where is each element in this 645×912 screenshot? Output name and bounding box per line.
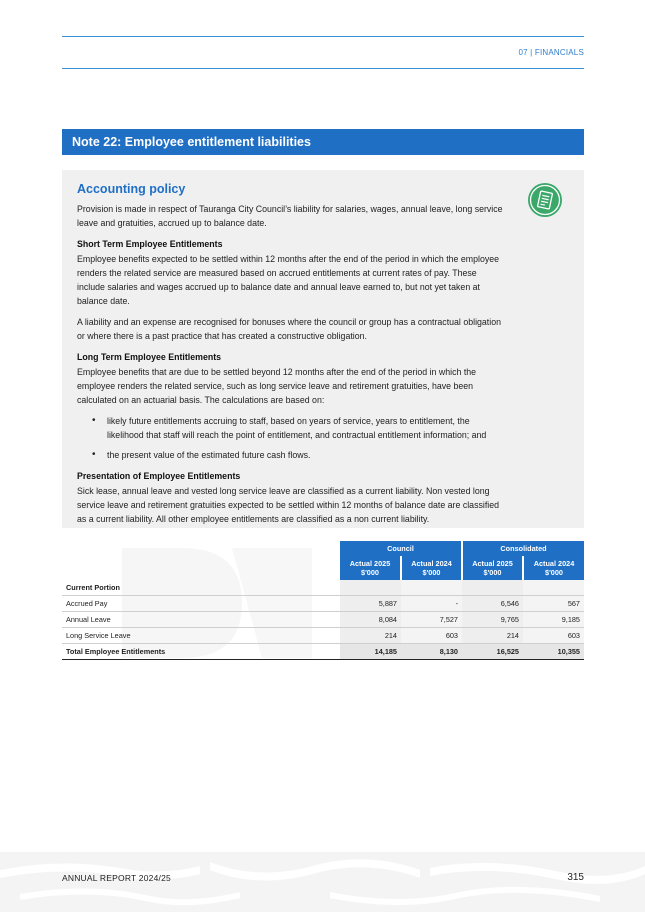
- table-row: [62, 628, 584, 644]
- header-rule-bottom: [62, 68, 584, 69]
- column-header: Actual 2025 $'000: [340, 556, 401, 580]
- total-cell: 14,185: [340, 644, 401, 660]
- total-cell: 10,355: [523, 644, 584, 660]
- cell: 9,185: [523, 612, 584, 628]
- cell: 214: [462, 628, 523, 644]
- cell: 567: [523, 596, 584, 612]
- bullet-item: • the present value of the estimated future cash flows.: [107, 448, 504, 462]
- section-label: Current Portion: [62, 580, 340, 596]
- cell: 603: [523, 628, 584, 644]
- section-label: 07 | FINANCIALS: [518, 48, 584, 57]
- empty-header-cell: [62, 556, 340, 580]
- cell: [401, 580, 462, 596]
- note-title: Note 22: Employee entitlement liabilities: [72, 135, 311, 149]
- cell: -: [401, 596, 462, 612]
- report-name: ANNUAL REPORT 2024/25: [62, 873, 171, 883]
- presentation-paragraph: Sick lease, annual leave and vested long service leave are classified as a current liability. Non vested long service leave and retirement gratuities expected to be settled within 12 months of balance date are classified as a current liability. All other employee entitlements are classified as a non current liability.: [77, 486, 500, 524]
- total-cell: 16,525: [462, 644, 523, 660]
- cell: 214: [340, 628, 401, 644]
- row-label: Long Service Leave: [62, 628, 340, 644]
- total-row: [62, 644, 584, 660]
- column-header: Actual 2024 $'000: [401, 556, 462, 580]
- table-row: [62, 612, 584, 628]
- page-number: 315: [567, 872, 584, 883]
- table-row: [62, 596, 584, 612]
- row-label: Annual Leave: [62, 612, 340, 628]
- note-title-bar: [62, 129, 584, 155]
- short-term-heading: Short Term Employee Entitlements: [77, 239, 223, 249]
- column-header-row: [62, 556, 584, 580]
- total-label: Total Employee Entitlements: [62, 644, 340, 660]
- accounting-policy-panel: [62, 170, 584, 528]
- cell: [462, 580, 523, 596]
- header-rule-top: [62, 36, 584, 37]
- column-header: Actual 2025 $'000: [462, 556, 523, 580]
- group-header-row: [62, 541, 584, 556]
- section-row: [62, 580, 584, 596]
- long-term-bullets: [77, 414, 504, 462]
- group-council: Council: [340, 541, 462, 556]
- cell: 5,887: [340, 596, 401, 612]
- cell: 8,084: [340, 612, 401, 628]
- row-label: Accrued Pay: [62, 596, 340, 612]
- short-term-paragraph-2: A liability and an expense are recognised for bonuses where the council or group has a contractual obligation or where there is a past practice that has created a constructive obligation.: [77, 317, 501, 341]
- cell: [523, 580, 584, 596]
- long-term-heading: Long Term Employee Entitlements: [77, 352, 222, 362]
- long-term-paragraph-1: Employee benefits that are due to be settled beyond 12 months after the end of the period in which the employee renders the related service, such as long service leave and retirement gratuities, have been calculated on an actuarial basis. The calculations are based on:: [77, 367, 477, 405]
- column-header: Actual 2024 $'000: [523, 556, 584, 580]
- employee-entitlements-table: [62, 541, 584, 660]
- presentation-heading: Presentation of Employee Entitlements: [77, 471, 241, 481]
- cell: 603: [401, 628, 462, 644]
- short-term-paragraph-1: Employee benefits expected to be settled within 12 months after the end of the period in which the employee renders the related service are measured based on accrued entitlements at current rates of pay. These include salaries and wages accrued up to balance date and annual leave earned to, but not yet taken at balance date.: [77, 254, 500, 306]
- document-list-icon: [528, 183, 562, 217]
- cell: 9,765: [462, 612, 523, 628]
- policy-intro: Provision is made in respect of Tauranga City Council’s liability for salaries, wages, annual leave, long service leave and gratuities, accrued up to balance date.: [77, 204, 503, 228]
- bullet-item: • likely future entitlements accruing to staff, based on years of service, years to entitlement, the likelihood that staff will reach the point of entitlement, and contractual entitlement information; and: [107, 414, 504, 442]
- group-consolidated: Consolidated: [462, 541, 584, 556]
- cell: [340, 580, 401, 596]
- policy-title: Accounting policy: [77, 182, 186, 196]
- empty-header-cell: [62, 541, 340, 556]
- cell: 7,527: [401, 612, 462, 628]
- total-cell: 8,130: [401, 644, 462, 660]
- cell: 6,546: [462, 596, 523, 612]
